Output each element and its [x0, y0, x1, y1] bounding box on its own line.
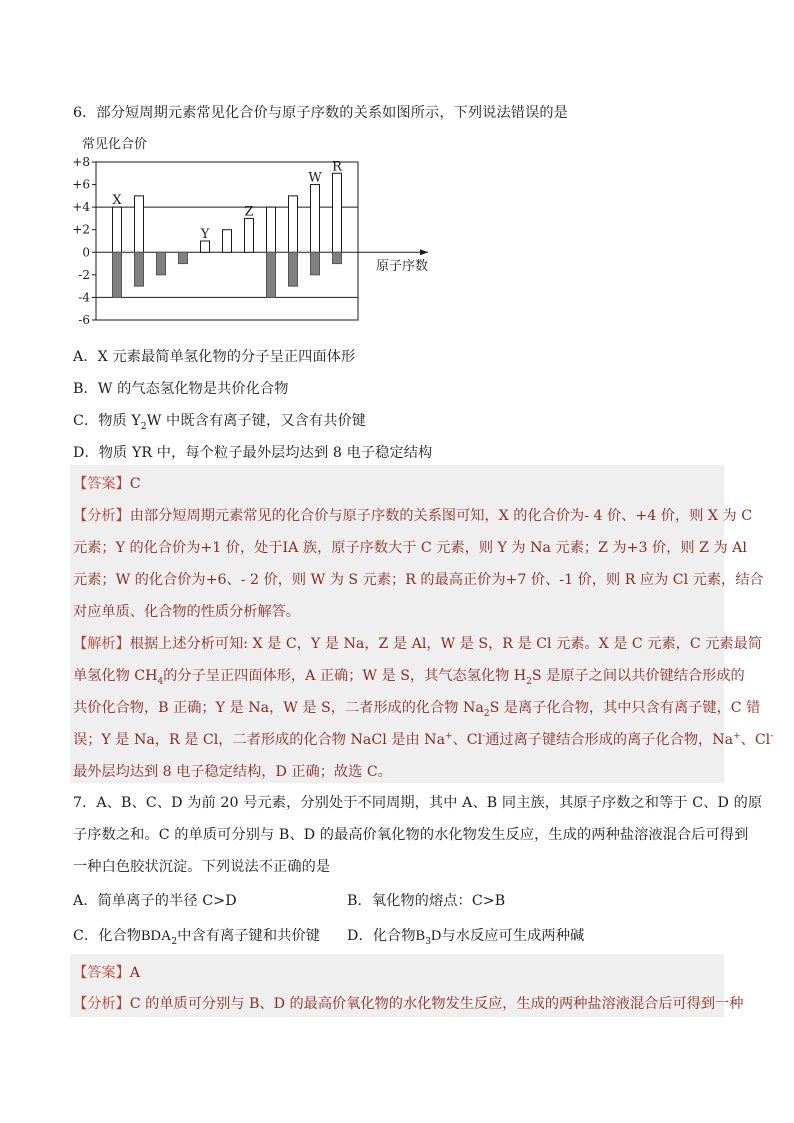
chart-bar-positive [267, 207, 276, 252]
q7-stem-line-2: 子序数之和。C 的单质可分别与 B、D 的最高价氧化物的水化物发生反应，生成的两种盐溶液混合后可得到 [73, 827, 749, 843]
q6-explain-line-4 [73, 729, 773, 749]
q6-answer [73, 473, 141, 493]
chart-bar-positive [201, 241, 210, 252]
chart-bar-positive [135, 196, 144, 252]
q6-explain-4b: 、Cl [452, 732, 483, 748]
q7-answer [73, 962, 140, 982]
q7-option-a: A．简单离子的半径 C>D [73, 893, 237, 909]
chart-title: 常见化合价 [82, 137, 148, 152]
q6-analysis-line-3: 元素；W 的化合价为+6、- 2 价，则 W 为 S 元素；R 的最高正价为+7 价、-1 价，则 R 应为 Cl 元素，结合 [73, 572, 764, 588]
chart-y-tick-label: -4 [78, 290, 90, 305]
chart-bar-positive [245, 218, 254, 252]
chart-y-tick-label: -2 [78, 267, 90, 282]
q6-explain-4d: 、Cl [740, 732, 771, 748]
chart-bar-positive [223, 230, 232, 253]
q6-explain-3a: 共价化合物，B 正确；Y 是 Na，W 是 S，二者形成的化合物 Na [73, 700, 484, 716]
chart-bar-negative [113, 252, 122, 297]
q6-explain-line-2 [73, 665, 745, 685]
q6-option-b: B．W 的气态氢化物是共价化合物 [73, 381, 289, 397]
q6-analysis-text-1: 由部分短周期元素常见的化合价与原子序数的关系图可知，X 的化合价为- 4 价、+4 价，则 X 为 C [129, 508, 753, 524]
chart-bar-positive [311, 185, 320, 253]
q6-explain-4c: 通过离子键结合形成的离子化合物，Na [485, 732, 734, 748]
q7-option-d-pre: D．化合物 [347, 928, 416, 944]
q6-option-a: A．X 元素最简单氢化物的分子呈正四面体形 [73, 349, 356, 365]
chart-point-label: X [112, 193, 122, 209]
chart-bars [113, 170, 342, 297]
q6-explain-4-sup2: - [482, 731, 486, 742]
chart-bar-negative [179, 252, 188, 263]
chart-bar-positive [333, 173, 342, 252]
q6-option-c-sub: 2 [140, 421, 147, 432]
q6-analysis-line-4: 对应单质、化合物的性质分析解答。 [73, 604, 301, 620]
chart-y-tick-label: +6 [72, 177, 90, 192]
q6-option-c-post: W 中既含有离子键，又含有共价键 [146, 413, 367, 429]
q6-option-c-pre: C．物质 Y [73, 413, 141, 429]
q7-analysis-label: 【分析】 [73, 996, 130, 1012]
chart-bar-positive [113, 207, 122, 252]
q7-option-b: B．氧化物的熔点：C>B [347, 893, 506, 909]
chart-y-ticks [72, 155, 96, 327]
q7-option-d-sub: 3 [425, 936, 432, 947]
chart-bar-negative [333, 252, 342, 263]
chart-y-tick-label: +2 [72, 222, 90, 237]
q7-option-d-formula2: D [431, 928, 442, 944]
q7-option-c [73, 925, 320, 945]
chart-y-tick-label: -6 [78, 313, 90, 327]
arrow-right-icon [420, 249, 428, 255]
chart-y-tick-label: +4 [72, 200, 90, 215]
q6-explain-4a: 误；Y 是 Na，R 是 Cl，二者形成的化合物 NaCl 是由 Na [73, 732, 446, 748]
q6-explain-4-sup3: + [733, 731, 741, 742]
q7-stem-line-1: 7．A、B、C、D 为前 20 号元素，分别处于不同周期，其中 A、B 同主族，其原子序数之和等于 C、D 的原 [73, 795, 763, 811]
q7-option-d-post: 与水反应可生成两种碱 [441, 928, 585, 944]
q6-analysis-line-2: 元素；Y 的化合价为+1 价，处于ⅠA 族，原子序数大于 C 元素，则 Y 为 Na 元素；Z 为+3 价，则 Z 为 Al [73, 540, 747, 556]
chart-bar-positive [289, 196, 298, 252]
chart-bar-negative [157, 252, 166, 275]
chart-point-label: R [332, 159, 342, 175]
q7-option-d [347, 925, 584, 945]
chart-y-tick-label: 0 [82, 245, 90, 260]
q6-analysis-line-1 [73, 505, 752, 525]
q7-analysis-line-1 [73, 993, 743, 1013]
q7-option-c-sub: 2 [171, 936, 178, 947]
q6-option-d: D．物质 YR 中，每个粒子最外层均达到 8 电子稳定结构 [73, 445, 433, 461]
chart-x-label: 原子序数 [376, 259, 429, 274]
chart-bar-negative [267, 252, 276, 297]
q6-explain-2-sub: 4 [157, 676, 164, 687]
q6-explain-line-3 [73, 697, 760, 717]
q6-explain-2-sub2: 2 [526, 676, 532, 687]
chart-point-label: Y [200, 227, 210, 242]
q6-analysis-label: 【分析】 [73, 508, 130, 524]
q6-explain-2b: 的分子呈正四面体形，A 正确；W 是 S，其气态氢化物 H [163, 668, 527, 684]
chart-point-label: W [308, 170, 322, 186]
q6-explain-3b: S 是离子化合物，其中只含有离子键，C 错 [489, 700, 761, 716]
q6-explain-3-sub: 2 [483, 708, 490, 719]
chart-bar-negative [289, 252, 298, 286]
q7-option-c-post: 中含有离子键和共价键 [177, 928, 321, 944]
chart-bar-negative [311, 252, 320, 275]
q6-explain-label: 【解析】 [73, 636, 130, 652]
q7-stem-line-3: 一种白色胶状沉淀。下列说法不正确的是 [73, 859, 331, 875]
chart-point-label: Z [244, 204, 254, 220]
chart-svg [62, 134, 452, 334]
q6-explain-4-sup4: - [770, 731, 774, 742]
chart-y-tick-label: +8 [72, 155, 90, 169]
q7-option-c-formula: BDA [141, 928, 172, 944]
q6-explain-text-1: 根据上述分析可知: X 是 C，Y 是 Na，Z 是 Al，W 是 S，R 是 Cl 元素。X 是 C 元素，C 元素最简 [129, 636, 762, 652]
q6-option-c [73, 410, 366, 430]
q6-answer-label: 【答案】 [73, 476, 130, 492]
q7-answer-value: A [129, 965, 141, 981]
q7-analysis-text-1: C 的单质可分别与 B、D 的最高价氧化物的水化物发生反应，生成的两种盐溶液混合后可得到一种 [129, 996, 744, 1012]
q6-explain-4-sup: + [445, 731, 453, 742]
q6-explain-2c: S 是原子之间以共价键结合形成的 [531, 668, 745, 684]
chart-frame [96, 162, 428, 320]
q6-explain-line-1 [73, 633, 762, 653]
q7-option-c-pre: C．化合物 [73, 928, 142, 944]
q7-option-d-formula: B [415, 928, 426, 944]
chart-bar-negative [135, 252, 144, 286]
q6-explain-2a: 单氢化物 CH [73, 668, 158, 684]
q6-explain-line-5: 最外层均达到 8 电子稳定结构，D 正确；故选 C。 [73, 764, 392, 780]
q7-answer-label: 【答案】 [73, 965, 130, 981]
q6-stem: 6．部分短周期元素常见化合价与原子序数的关系如图所示，下列说法错误的是 [73, 105, 568, 121]
valence-chart [62, 134, 452, 334]
q6-answer-value: C [129, 476, 141, 492]
